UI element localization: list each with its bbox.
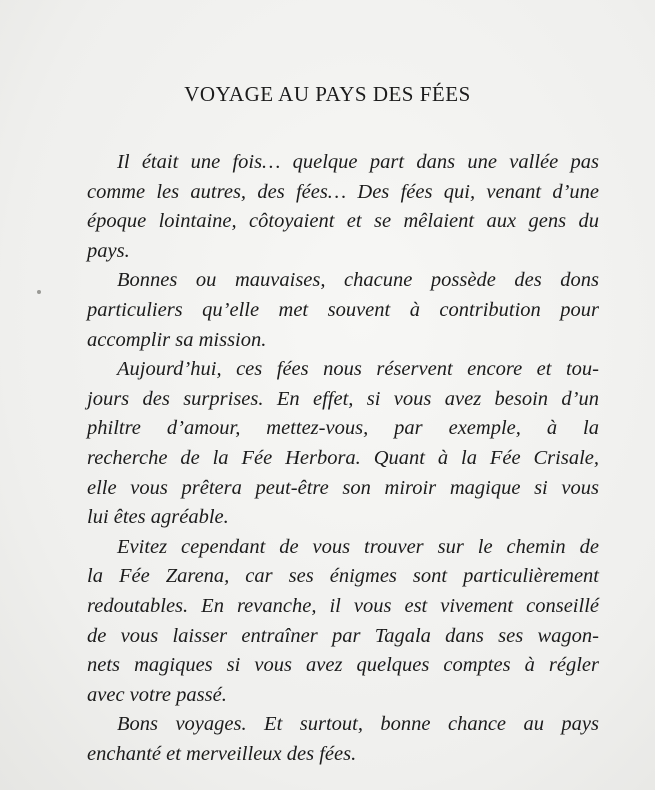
text-line: elle vous prêtera peut-être son miroir magique si vous: [87, 476, 599, 499]
text-line: Evitez cependant de vous trouver sur le chemin de: [117, 535, 599, 558]
text-line: particuliers qu’elle met souvent à contribution pour: [87, 298, 599, 321]
paper-speck: [37, 290, 41, 294]
text-line: Bonnes ou mauvaises, chacune possède des dons: [117, 269, 599, 292]
text-line: redoutables. En revanche, il vous est vivement conseillé: [87, 594, 599, 617]
text-line: comme les autres, des fées… Des fées qui, venant d’une: [87, 180, 599, 203]
text-line: recherche de la Fée Herbora. Quant à la Fée Crisale,: [87, 446, 599, 469]
text-line: pays.: [87, 239, 130, 262]
text-line: époque lointaine, côtoyaient et se mêlaient aux gens du: [87, 210, 599, 233]
body-text: [87, 148, 599, 769]
text-line: la Fée Zarena, car ses énigmes sont particulièrement: [87, 565, 599, 588]
text-line: enchanté et merveilleux des fées.: [87, 742, 357, 765]
text-line: Bons voyages. Et surtout, bonne chance au pays: [117, 713, 599, 736]
text-line: accomplir sa mission.: [87, 328, 267, 351]
text-line: avec votre passé.: [87, 683, 227, 706]
text-line: nets magiques si vous avez quelques comptes à régler: [87, 654, 599, 677]
text-line: Il était une fois… quelque part dans une vallée pas: [117, 151, 599, 173]
text-line: Aujourd’hui, ces fées nous réservent encore et tou-: [117, 358, 599, 381]
text-line: philtre d’amour, mettez-vous, par exemple, à la: [87, 417, 599, 440]
text-line: jours des surprises. En effet, si vous avez besoin d’un: [87, 387, 599, 410]
page-title: VOYAGE AU PAYS DES FÉES: [184, 82, 471, 106]
text-line: de vous laisser entraîner par Tagala dans ses wagon-: [87, 624, 599, 647]
text-line: lui êtes agréable.: [87, 506, 229, 529]
